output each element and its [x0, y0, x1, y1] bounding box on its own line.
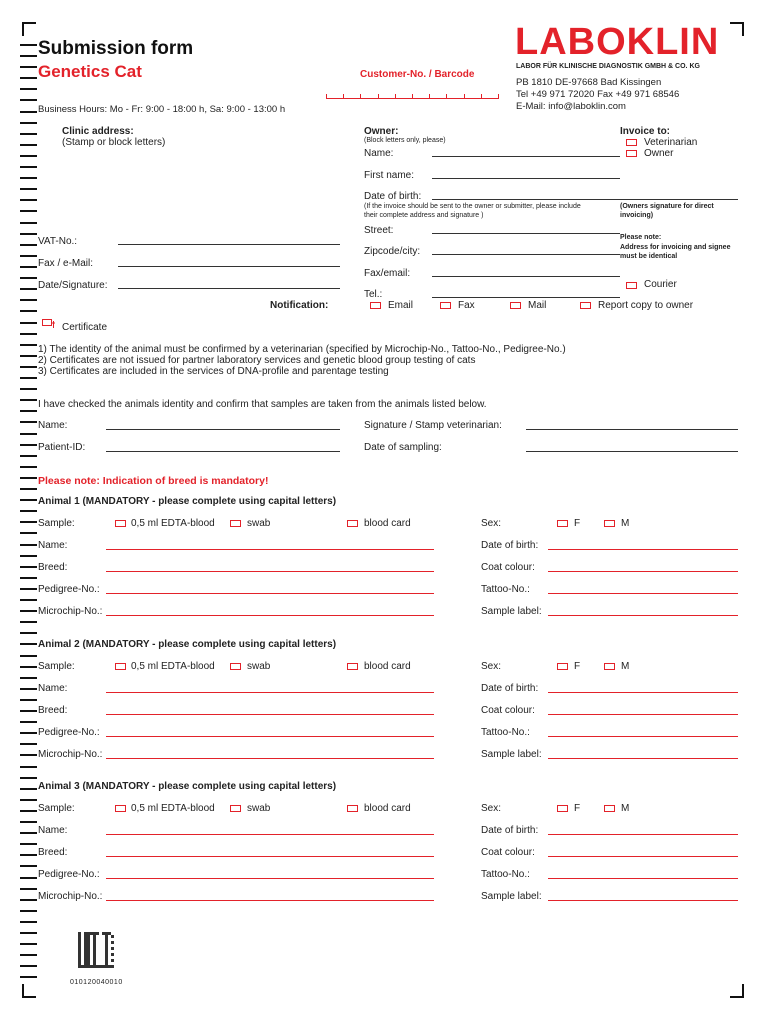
business-hours: Business Hours: Mo - Fr: 9:00 - 18:00 h, Sa: 9:00 - 13:00 h: [38, 104, 286, 115]
sex-m-checkbox[interactable]: [604, 663, 615, 670]
corner-mark-top-right: [730, 22, 744, 36]
owner-street-field[interactable]: [432, 233, 620, 234]
breed-mandatory-note: Please note: Indication of breed is mandatory!: [38, 475, 269, 487]
sex-f-label: F: [574, 518, 581, 529]
sex-f-label: F: [574, 803, 581, 814]
margin-tick: [20, 133, 37, 135]
margin-tick: [20, 910, 37, 912]
patient-id-label: Patient-ID:: [38, 442, 86, 453]
animal-dob-field[interactable]: [548, 692, 738, 693]
margin-tick: [20, 355, 37, 357]
barcode-tick: [412, 94, 413, 99]
sex-label: Sex:: [481, 518, 502, 529]
animal-breed-label: Breed:: [38, 705, 68, 716]
animal-tattoo-label: Tattoo-No.:: [481, 727, 530, 738]
animal-microchip-field[interactable]: [106, 615, 434, 616]
margin-tick: [20, 821, 37, 823]
margin-tick: [20, 732, 37, 734]
margin-tick: [20, 943, 37, 945]
animal-breed-field[interactable]: [106, 714, 434, 715]
vat-field[interactable]: [118, 244, 340, 245]
animal-breed-field[interactable]: [106, 856, 434, 857]
edta-label: 0,5 ml EDTA-blood: [131, 803, 215, 814]
margin-tick: [20, 222, 37, 224]
margin-tick: [20, 965, 37, 967]
sex-m-label: M: [621, 661, 630, 672]
animal-sample_label-label: Sample label:: [481, 749, 542, 760]
margin-tick: [20, 488, 37, 490]
margin-tick: [20, 766, 37, 768]
margin-tick: [20, 210, 37, 212]
animal-coat-label: Coat colour:: [481, 562, 535, 573]
barcode-field[interactable]: [326, 90, 498, 99]
animal-dob-label: Date of birth:: [481, 683, 539, 694]
corner-mark-top-left: [22, 22, 36, 36]
animal-tattoo-field[interactable]: [548, 736, 738, 737]
animal-tattoo-field[interactable]: [548, 593, 738, 594]
courier-checkbox[interactable]: [626, 282, 637, 289]
margin-tick: [20, 954, 37, 956]
margin-tick: [20, 566, 37, 568]
margin-tick: [20, 322, 37, 324]
owner-zip-field[interactable]: [432, 254, 620, 255]
animal-pedigree-label: Pedigree-No.:: [38, 869, 100, 880]
animal-microchip-field[interactable]: [106, 900, 434, 901]
margin-tick: [20, 877, 37, 879]
margin-tick: [20, 777, 37, 779]
sex-m-checkbox[interactable]: [604, 520, 615, 527]
animal-microchip-field[interactable]: [106, 758, 434, 759]
company-logo: LABOKLIN: [515, 21, 720, 63]
animal-title: Animal 2 (MANDATORY - please complete using capital letters): [38, 639, 337, 650]
sex-m-label: M: [621, 803, 630, 814]
notify-email-checkbox[interactable]: [370, 302, 381, 309]
margin-tick: [20, 921, 37, 923]
invoice-label: Invoice to:: [620, 126, 671, 137]
date-signature-field[interactable]: [118, 288, 340, 289]
blood-card-checkbox[interactable]: [347, 520, 358, 527]
animal-pedigree-label: Pedigree-No.:: [38, 727, 100, 738]
barcode-tick: [395, 94, 396, 99]
animal-breed-label: Breed:: [38, 562, 68, 573]
invoice-note-title: Please note:: [620, 234, 662, 241]
margin-tick: [20, 643, 37, 645]
sample-label: Sample:: [38, 661, 75, 672]
margin-tick: [20, 477, 37, 479]
margin-tick: [20, 810, 37, 812]
notify-fax-label: Fax: [458, 300, 475, 311]
margin-tick: [20, 199, 37, 201]
animal-dob-field[interactable]: [548, 549, 738, 550]
swab-label: swab: [247, 661, 271, 672]
margin-tick: [20, 854, 37, 856]
invoice-vet-label: Veterinarian: [644, 137, 698, 148]
company-phone: Tel +49 971 72020 Fax +49 971 68546: [516, 89, 680, 100]
animal-tattoo-field[interactable]: [548, 878, 738, 879]
animal-breed-field[interactable]: [106, 571, 434, 572]
swab-label: swab: [247, 518, 271, 529]
margin-tick: [20, 754, 37, 756]
owner-hint: (Block letters only, please): [364, 137, 446, 144]
margin-tick: [20, 610, 37, 612]
margin-tick: [20, 976, 37, 978]
margin-tick: [20, 888, 37, 890]
animal-tattoo-label: Tattoo-No.:: [481, 584, 530, 595]
owner-signature-field[interactable]: [620, 199, 738, 200]
clinic-address-hint: (Stamp or block letters): [62, 137, 166, 148]
barcode-tick: [326, 94, 327, 99]
blood-card-checkbox[interactable]: [347, 663, 358, 670]
blood-card-label: blood card: [364, 518, 411, 529]
vet-signature-label: Signature / Stamp veterinarian:: [364, 420, 502, 431]
margin-tick: [20, 899, 37, 901]
confirm-text: I have checked the animals identity and confirm that samples are taken from the animals listed below.: [38, 399, 487, 410]
edta-checkbox[interactable]: [115, 805, 126, 812]
margin-tick: [20, 544, 37, 546]
blood-card-label: blood card: [364, 661, 411, 672]
animal-pedigree-field[interactable]: [106, 736, 434, 737]
animal-name-label: Name:: [38, 825, 68, 836]
notify-mail-label: Mail: [528, 300, 547, 311]
owner-faxemail-label: Fax/email:: [364, 268, 411, 279]
margin-tick: [20, 932, 37, 934]
sex-f-checkbox[interactable]: [557, 805, 568, 812]
animal-dob-field[interactable]: [548, 834, 738, 835]
notify-report-label: Report copy to owner: [598, 300, 694, 311]
margin-tick: [20, 310, 37, 312]
fax-email-field[interactable]: [118, 266, 340, 267]
margin-tick: [20, 677, 37, 679]
margin-tick: [20, 577, 37, 579]
owner-dob-field[interactable]: [432, 199, 620, 200]
owner-invoice-hint: (If the invoice should be sent to the owner or submitter, please include their complete address and signature ): [364, 203, 581, 219]
courier-label: Courier: [644, 279, 677, 290]
margin-tick: [20, 555, 37, 557]
margin-tick: [20, 399, 37, 401]
margin-tick: [20, 77, 37, 79]
animal-sample_label-label: Sample label:: [481, 606, 542, 617]
notify-email-label: Email: [388, 300, 414, 311]
margin-tick: [20, 466, 37, 468]
animal-sample_label-field[interactable]: [548, 615, 738, 616]
sex-f-label: F: [574, 661, 581, 672]
margin-tick: [20, 388, 37, 390]
margin-tick: [20, 843, 37, 845]
animal-name-field[interactable]: [106, 692, 434, 693]
margin-tick: [20, 499, 37, 501]
animal-coat-label: Coat colour:: [481, 705, 535, 716]
animal-title: Animal 3 (MANDATORY - please complete using capital letters): [38, 781, 337, 792]
animal-name-field[interactable]: [106, 549, 434, 550]
sex-m-checkbox[interactable]: [604, 805, 615, 812]
fax-email-label: Fax / e-Mail:: [38, 258, 94, 269]
certificate-note-3: 3) Certificates are included in the services of DNA-profile and parentage testing: [38, 366, 389, 377]
margin-tick: [20, 788, 37, 790]
margin-tick: [20, 410, 37, 412]
animal-pedigree-label: Pedigree-No.:: [38, 584, 100, 595]
invoice-note-text: Address for invoicing and signee must be identical: [620, 244, 731, 260]
edta-checkbox[interactable]: [115, 520, 126, 527]
notification-label: Notification:: [270, 300, 329, 311]
animal-tattoo-label: Tattoo-No.:: [481, 869, 530, 880]
animal-microchip-label: Microchip-No.:: [38, 749, 103, 760]
margin-tick: [20, 44, 37, 46]
clinic-address-label: Clinic address:: [62, 126, 134, 137]
margin-tick: [20, 233, 37, 235]
animal-sample_label-field[interactable]: [548, 900, 738, 901]
margin-tick: [20, 188, 37, 190]
sample-label: Sample:: [38, 803, 75, 814]
margin-tick: [20, 832, 37, 834]
margin-tick: [20, 55, 37, 57]
animal-name-label: Name:: [38, 540, 68, 551]
blood-card-checkbox[interactable]: [347, 805, 358, 812]
owner-label: Owner:: [364, 126, 399, 137]
owner-first-name-field[interactable]: [432, 178, 620, 179]
corner-mark-bottom-left: [22, 984, 36, 998]
owner-name-label: Name:: [364, 148, 394, 159]
margin-tick: [20, 277, 37, 279]
margin-tick: [20, 144, 37, 146]
patient-id-field[interactable]: [106, 451, 340, 452]
barcode-tick: [360, 94, 361, 99]
confirm-name-field[interactable]: [106, 429, 340, 430]
animal-coat-field[interactable]: [548, 571, 738, 572]
date-signature-label: Date/Signature:: [38, 280, 108, 291]
vat-label: VAT-No.:: [38, 236, 78, 247]
page-title: Submission form: [38, 38, 194, 59]
margin-tick: [20, 510, 37, 512]
margin-tick: [20, 655, 37, 657]
margin-tick: [20, 721, 37, 723]
animal-name-label: Name:: [38, 683, 68, 694]
margin-tick: [20, 166, 37, 168]
blood-card-label: blood card: [364, 803, 411, 814]
margin-tick: [20, 688, 37, 690]
barcode-tick: [343, 94, 344, 99]
invoice-vet-checkbox[interactable]: [626, 139, 637, 146]
barcode-tick: [446, 94, 447, 99]
margin-tick: [20, 344, 37, 346]
sex-f-checkbox[interactable]: [557, 520, 568, 527]
margin-tick: [20, 299, 37, 301]
edta-label: 0,5 ml EDTA-blood: [131, 661, 215, 672]
notify-fax-checkbox[interactable]: [440, 302, 451, 309]
datamatrix-code: [78, 932, 114, 971]
barcode-tick: [464, 94, 465, 99]
owner-street-label: Street:: [364, 225, 394, 236]
confirm-name-label: Name:: [38, 420, 68, 431]
company-address: PB 1810 DE-97668 Bad Kissingen: [516, 77, 662, 88]
swab-checkbox[interactable]: [230, 805, 241, 812]
vet-signature-field[interactable]: [526, 429, 738, 430]
owner-signature-note: (Owners signature for direct invoicing): [620, 203, 714, 219]
barcode-label: Customer-No. / Barcode: [360, 69, 475, 80]
margin-tick: [20, 433, 37, 435]
barcode-tick: [378, 94, 379, 99]
swab-checkbox[interactable]: [230, 663, 241, 670]
margin-tick: [20, 255, 37, 257]
owner-zip-label: Zipcode/city:: [364, 246, 421, 257]
owner-first-name-label: First name:: [364, 170, 415, 181]
company-email: E-Mail: info@laboklin.com: [516, 101, 626, 112]
animal-sample_label-field[interactable]: [548, 758, 738, 759]
sex-f-checkbox[interactable]: [557, 663, 568, 670]
animal-breed-label: Breed:: [38, 847, 68, 858]
margin-tick: [20, 455, 37, 457]
margin-tick: [20, 532, 37, 534]
sex-label: Sex:: [481, 661, 502, 672]
sampling-date-field[interactable]: [526, 451, 738, 452]
margin-tick: [20, 155, 37, 157]
animal-coat-label: Coat colour:: [481, 847, 535, 858]
sampling-date-label: Date of sampling:: [364, 442, 442, 453]
sex-label: Sex:: [481, 803, 502, 814]
page-subtitle: Genetics Cat: [38, 62, 142, 81]
margin-tick: [20, 599, 37, 601]
animal-microchip-label: Microchip-No.:: [38, 606, 103, 617]
owner-tel-label: Tel.:: [364, 289, 383, 300]
margin-tick: [20, 799, 37, 801]
margin-tick: [20, 521, 37, 523]
edta-label: 0,5 ml EDTA-blood: [131, 518, 215, 529]
sex-m-label: M: [621, 518, 630, 529]
animal-dob-label: Date of birth:: [481, 540, 539, 551]
owner-faxemail-field[interactable]: [432, 276, 620, 277]
margin-tick: [20, 621, 37, 623]
margin-tick: [20, 333, 37, 335]
margin-tick: [20, 99, 37, 101]
margin-tick: [20, 632, 37, 634]
owner-dob-label: Date of birth:: [364, 191, 422, 202]
owner-name-field[interactable]: [432, 156, 620, 157]
barcode-tick: [498, 94, 499, 99]
margin-tick: [20, 244, 37, 246]
edta-checkbox[interactable]: [115, 663, 126, 670]
animal-pedigree-field[interactable]: [106, 593, 434, 594]
certificate-icon: [42, 319, 56, 332]
margin-tick: [20, 444, 37, 446]
corner-mark-bottom-right: [730, 984, 744, 998]
footer-code: 010120040010: [70, 979, 123, 986]
margin-tick: [20, 88, 37, 90]
certificate-note-1: 1) The identity of the animal must be confirmed by a veterinarian (specified by Microchip-No., Tattoo-No., Pedigree-No.): [38, 344, 566, 355]
margin-tick: [20, 710, 37, 712]
margin-tick: [20, 122, 37, 124]
certificate-label: Certificate: [62, 322, 108, 333]
swab-checkbox[interactable]: [230, 520, 241, 527]
animal-dob-label: Date of birth:: [481, 825, 539, 836]
animal-coat-field[interactable]: [548, 856, 738, 857]
animal-name-field[interactable]: [106, 834, 434, 835]
animal-title: Animal 1 (MANDATORY - please complete using capital letters): [38, 496, 337, 507]
margin-tick: [20, 421, 37, 423]
margin-tick: [20, 177, 37, 179]
margin-tick: [20, 111, 37, 113]
margin-tick: [20, 588, 37, 590]
owner-tel-field[interactable]: [432, 297, 620, 298]
animal-microchip-label: Microchip-No.:: [38, 891, 103, 902]
sample-label: Sample:: [38, 518, 75, 529]
notify-mail-checkbox[interactable]: [510, 302, 521, 309]
animal-sample_label-label: Sample label:: [481, 891, 542, 902]
animal-pedigree-field[interactable]: [106, 878, 434, 879]
invoice-owner-label: Owner: [644, 148, 674, 159]
certificate-note-2: 2) Certificates are not issued for partner laboratory services and genetic blood group testing of cats: [38, 355, 476, 366]
notify-report-checkbox[interactable]: [580, 302, 591, 309]
margin-tick: [20, 699, 37, 701]
invoice-owner-checkbox[interactable]: [626, 150, 637, 157]
margin-tick: [20, 743, 37, 745]
company-name: LABOR FÜR KLINISCHE DIAGNOSTIK GMBH & CO. KG: [516, 63, 700, 70]
barcode-tick: [429, 94, 430, 99]
margin-tick: [20, 377, 37, 379]
margin-tick: [20, 366, 37, 368]
animal-coat-field[interactable]: [548, 714, 738, 715]
margin-tick: [20, 288, 37, 290]
swab-label: swab: [247, 803, 271, 814]
margin-tick: [20, 666, 37, 668]
barcode-tick: [481, 94, 482, 99]
margin-tick: [20, 865, 37, 867]
margin-tick: [20, 266, 37, 268]
margin-tick: [20, 66, 37, 68]
